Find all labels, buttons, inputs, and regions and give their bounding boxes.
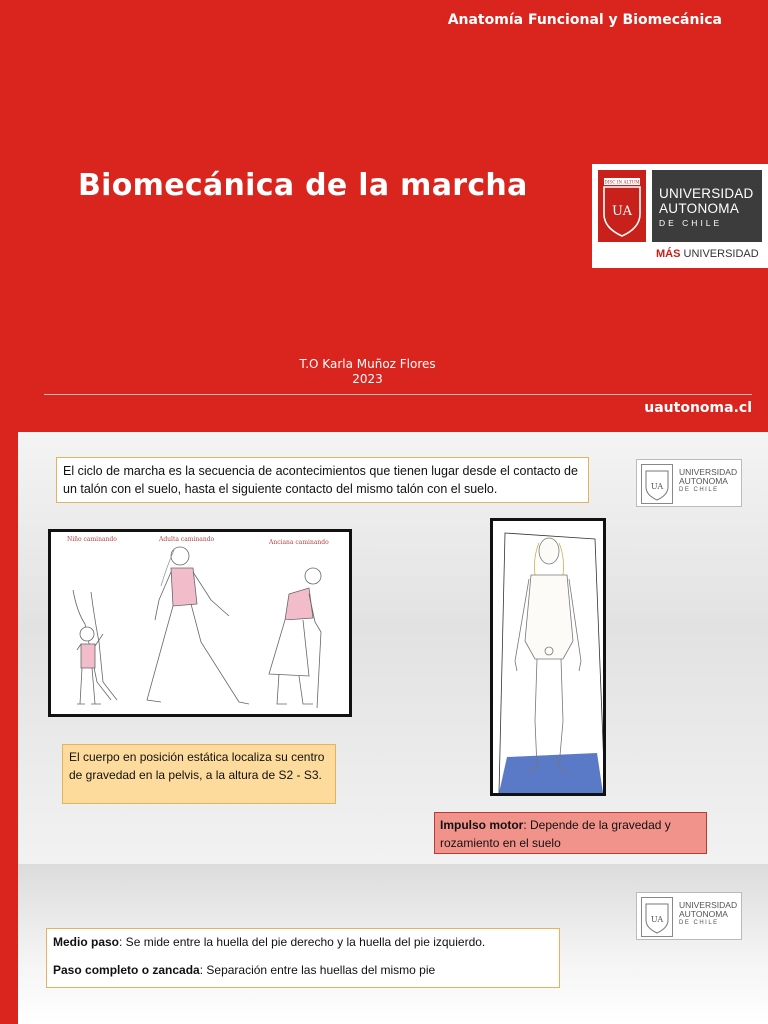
shield-initials: UA xyxy=(612,204,632,219)
walking-figures-illustration xyxy=(48,529,352,717)
university-logo xyxy=(592,164,768,268)
step-definitions xyxy=(46,928,560,988)
full-step-definition: Paso completo o zancada: Separación entre las huellas del mismo pie xyxy=(53,963,436,977)
logo-line-1: UNIVERSIDAD xyxy=(659,186,754,201)
motor-impulse-note xyxy=(434,812,707,854)
elderly-figure xyxy=(269,568,321,708)
anatomical-standing-figure xyxy=(490,518,606,796)
university-logo-small-2 xyxy=(636,892,742,940)
half-step-definition: Medio paso: Se mide entre la huella del pie derecho y la huella del pie izquierdo. xyxy=(53,935,486,949)
author-block xyxy=(240,357,495,387)
website-link[interactable]: uautonoma.cl xyxy=(644,400,752,416)
shield-emblem xyxy=(598,170,646,242)
adult-figure xyxy=(147,547,249,704)
logo-line-2: AUTONOMA xyxy=(659,201,740,216)
caption-adult: Adulta caminando xyxy=(159,536,215,543)
svg-text:UA: UA xyxy=(650,482,664,491)
university-name-small: UNIVERSIDAD AUTONOMA DE CHILE xyxy=(679,467,738,493)
caption-elderly: Anciana caminando xyxy=(269,539,329,546)
motor-impulse-label: Impulso motor xyxy=(440,818,524,832)
title-slide xyxy=(0,0,768,432)
logo-line-3: DE CHILE xyxy=(659,218,723,228)
logo-motto: DISC IN ALTUM xyxy=(604,179,640,185)
svg-text:UA: UA xyxy=(650,915,664,924)
logo-tagline: MÁS UNIVERSIDAD xyxy=(656,248,759,260)
university-name xyxy=(652,170,762,242)
course-name: Anatomía Funcional y Biomecánica xyxy=(447,12,722,28)
motor-impulse-text: : Depende de la gravedad y rozamiento en el suelo xyxy=(440,818,671,850)
gait-cycle-definition: El ciclo de marcha es la secuencia de acontecimientos que tienen lugar desde el contacto de un talón con el suelo, hasta el siguiente contacto del mismo talón con el suelo. xyxy=(56,457,589,503)
center-of-gravity-note: El cuerpo en posición estática localiza su centro de gravedad en la pelvis, a la altura de S2 - S3. xyxy=(62,744,336,804)
slide-title: Biomecánica de la marcha xyxy=(78,168,528,203)
university-logo-small xyxy=(636,459,742,507)
university-name-small-2: UNIVERSIDAD AUTONOMA DE CHILE xyxy=(679,900,738,926)
side-accent-bar xyxy=(0,432,18,1024)
caption-child: Niño caminando xyxy=(67,536,117,543)
divider xyxy=(44,394,752,395)
shield-emblem-small-2 xyxy=(641,897,673,937)
child-figure xyxy=(73,590,117,704)
shield-emblem-small xyxy=(641,464,673,504)
author-name: T.O Karla Muñoz Flores xyxy=(299,357,436,371)
standing-figure xyxy=(515,538,581,773)
author-year: 2023 xyxy=(352,372,383,386)
